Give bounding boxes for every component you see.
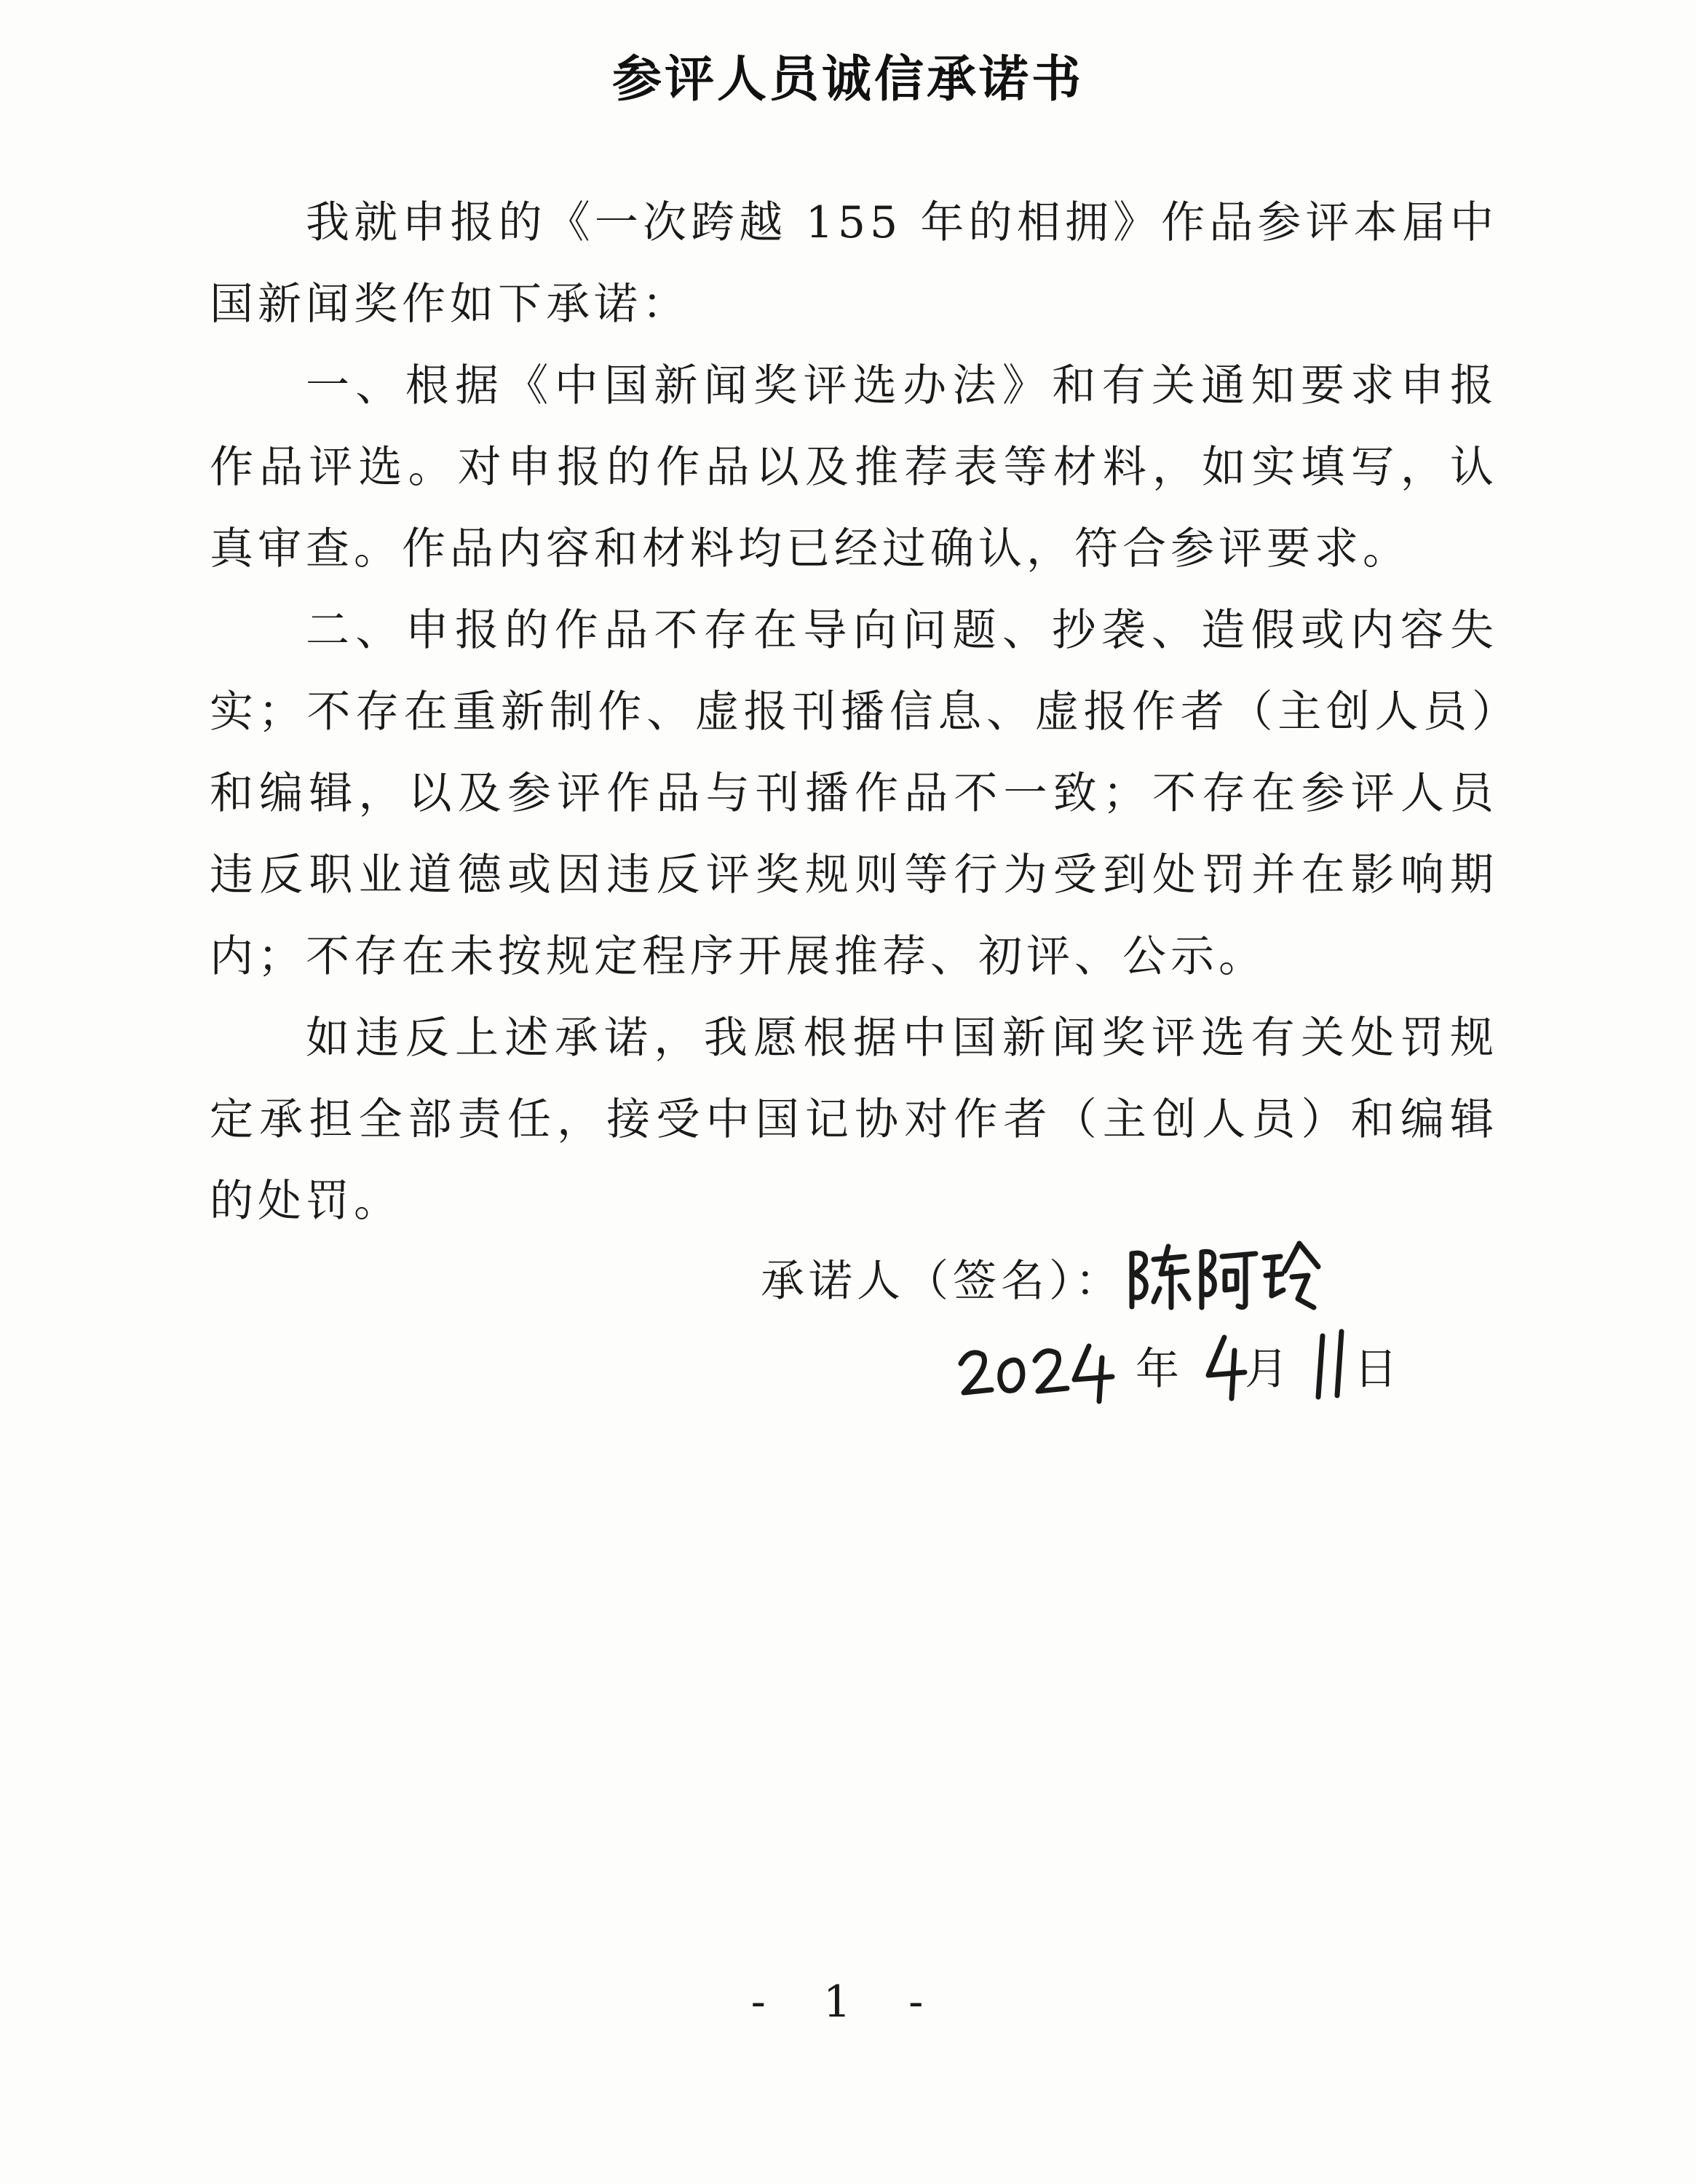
signing-date — [954, 1321, 1296, 1409]
paragraph-liability: 如违反上述承诺，我愿根据中国新闻奖评选有关处罚规定承担全部责任，接受中国记协对作者（主创人员）和编辑的处罚。 — [210, 1013, 1498, 1227]
paragraph-commitment-1: 一、根据《中国新闻奖评选办法》和有关通知要求申报作品评选。对申报的作品以及推荐表等材料，如实填写，认真审查。作品内容和材料均已经过确认，符合参评要求。 — [210, 360, 1498, 574]
page-number: - 1 - — [750, 1977, 946, 2027]
handwritten-day — [1307, 1321, 1358, 1409]
month-unit: 月 — [1245, 1344, 1288, 1395]
document-body — [210, 182, 1498, 1242]
handwritten-signature — [1126, 1238, 1323, 1318]
document-title: 参评人员诚信承诺书 — [611, 51, 1084, 108]
handwritten-year — [954, 1329, 1136, 1409]
day-unit: 日 — [1354, 1344, 1398, 1395]
year-unit: 年 — [1136, 1344, 1179, 1395]
signature-label: 承诺人（签名）： — [761, 1256, 1123, 1307]
paragraph-commitment-2: 二、申报的作品不存在导向问题、抄袭、造假或内容失实；不存在重新制作、虚报刊播信息、虚报作者（主创人员）和编辑，以及参评作品与刊播作品不一致；不存在参评人员违反职业道德或因违反评奖规则等行为受到处罚并在影响期内；不存在未按规定程序开展推荐、初评、公示。 — [210, 605, 1498, 982]
paragraph-intro: 我就申报的《一次跨越 155 年的相拥》作品参评本届中国新闻奖作如下承诺： — [210, 197, 1498, 330]
signature-row — [761, 1238, 1323, 1318]
